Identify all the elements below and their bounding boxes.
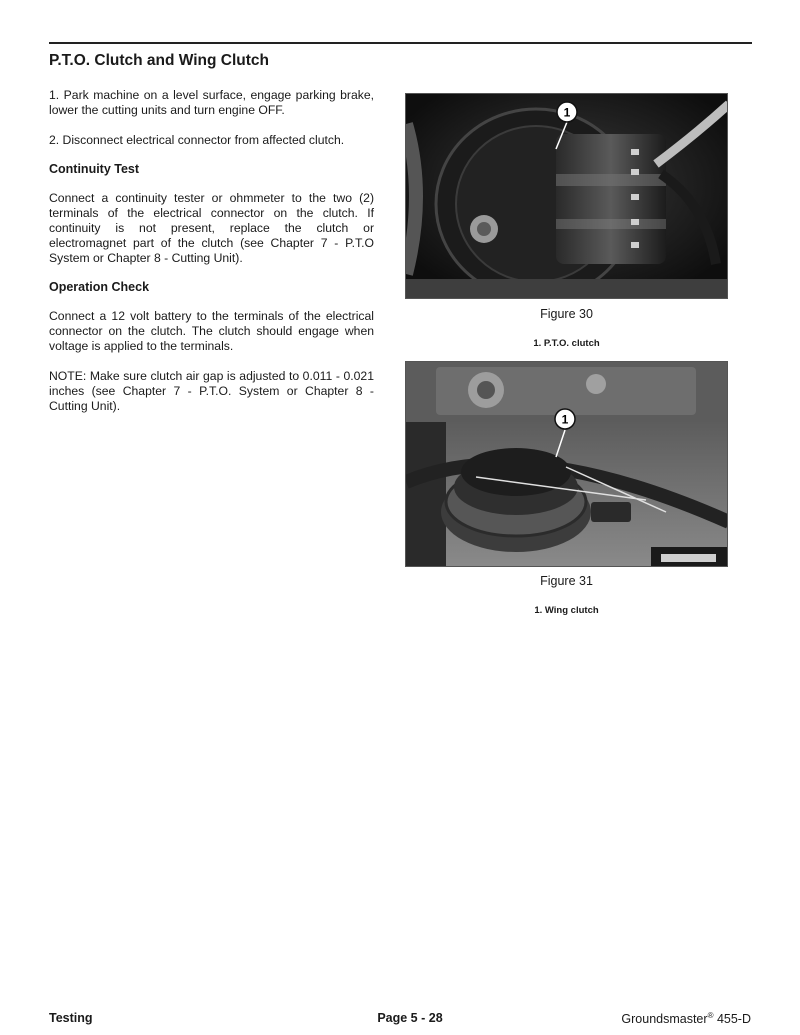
figure-31-photo — [405, 361, 728, 567]
footer-page-number: Page 5 - 28 — [377, 1011, 443, 1025]
note-text: NOTE: Make sure clutch air gap is adjusted to 0.011 - 0.021 inches (see Chapter 7 - P.T.O. System or Chapter 8 - Cutting Unit). — [49, 369, 374, 413]
continuity-heading: Continuity Test — [49, 162, 140, 176]
footer-product — [621, 1011, 751, 1026]
figure-30-callout: 1 — [563, 105, 571, 120]
operation-text: Connect a 12 volt battery to the terminals of the electrical connector on the clutch. The clutch should engage when voltage is applied to the terminals. — [49, 309, 374, 353]
footer-brand: Groundsmaster — [621, 1012, 708, 1027]
top-rule — [49, 42, 752, 44]
figure-31-caption: Figure 31 — [540, 574, 593, 588]
figure-30-label: 1. P.T.O. clutch — [533, 338, 600, 349]
figure-30-photo — [405, 93, 728, 299]
footer-model: 455-D — [713, 1012, 751, 1027]
figure-31-callout: 1 — [561, 412, 569, 427]
step-2: 2. Disconnect electrical connector from affected clutch. — [49, 133, 345, 147]
step-1: 1. Park machine on a level surface, engage parking brake, lower the cutting units and turn engine OFF. — [49, 88, 374, 117]
operation-heading: Operation Check — [49, 280, 150, 294]
registered-mark: ® — [707, 1011, 714, 1020]
footer-section: Testing — [49, 1011, 93, 1025]
section-title: P.T.O. Clutch and Wing Clutch — [49, 52, 270, 69]
instructions-column — [49, 88, 374, 414]
figure-31-label: 1. Wing clutch — [534, 605, 599, 616]
figure-30-caption: Figure 30 — [540, 307, 593, 321]
continuity-text: Connect a continuity tester or ohmmeter to the two (2) terminals of the electrical connector on the clutch. If continuity is not present, replace the clutch or electromagnet part of the clutch (see Chapter 7 - P.T.O System or Chapter 8 - Cutting Unit). — [49, 191, 374, 265]
